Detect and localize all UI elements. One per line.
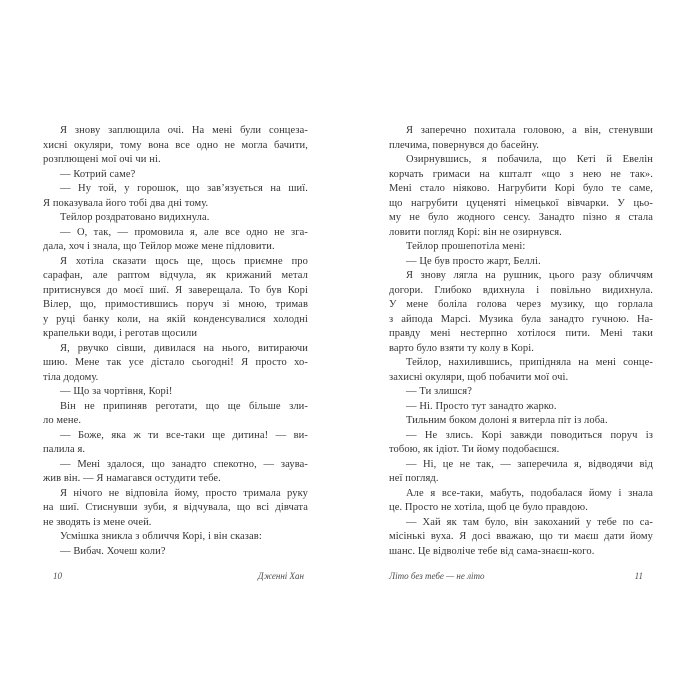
text-line: Я знову лягла на рушник, цього разу обличчям (406, 270, 653, 281)
page-right-text (389, 124, 653, 559)
page-right (389, 124, 653, 581)
text-line: — Хай як там було, він закоханий у тебе по са- (406, 516, 653, 528)
text-line: — Боже, яка ж ти все-таки ще дитина! — ви- (60, 429, 308, 441)
text-line: хисні окуляри, тому вона все одно не могла бачити, (43, 139, 308, 151)
text-line: Тейлор прошепотіла мені: (406, 241, 526, 252)
page-number-right: 11 (634, 571, 643, 581)
text-line: — Не злись. Корі завжди поводиться поруч із (406, 429, 653, 441)
text-line: дала, хоч і знала, що Тейлор може мене підловити. (43, 241, 275, 252)
text-line: догори. Глибоко вдихнула і повільно видихнула. (389, 284, 653, 296)
text-line: Я, рвучко сівши, дивилася на нього, витираючи (60, 342, 308, 354)
text-line: Я заперечно похитала головою, а він, стенувши (406, 125, 653, 136)
text-line: — Ні, це не так, — заперечила я, відводячи від (406, 458, 653, 470)
text-line: — Ні. Просто тут занадто жарко. (406, 400, 557, 412)
running-head-author: Дженні Хан (257, 571, 304, 581)
text-line: — Вибач. Хочеш коли? (60, 545, 166, 557)
text-line: у руці банку коли, на якій конденсувалися холодні (43, 313, 308, 325)
text-line: жив він. — Я намагався остудити тебе. (43, 473, 221, 484)
text-line: палила я. (43, 444, 86, 455)
text-line: крапельки води, і реготав щосили (43, 328, 198, 339)
page-left (43, 124, 308, 581)
text-line: Озирнувшись, я побачила, що Кеті й Евелін (406, 154, 653, 165)
text-line: Вілер, що, примостившись поруч зі мною, тримав (43, 299, 308, 310)
text-line: Я нічого не відповіла йому, просто тримала руку (60, 487, 308, 499)
text-line: тобою, як ідіот. Ти йому подобаєшся. (389, 444, 560, 455)
text-line: — Ну той, у горошок, що зав’язується на шиї. (60, 183, 308, 194)
text-line: ло мене. (43, 415, 82, 426)
text-line: — Що за чортівня, Корі! (60, 386, 173, 397)
text-line: Тейлор, нахилившись, припідняла на мені сонце- (406, 357, 653, 368)
text-line: захисні окуляри, щоб побачити мої очі. (389, 371, 569, 383)
text-line: ловити погляд Корі: він не озирнувся. (389, 226, 562, 238)
text-line: неї погляд. (389, 473, 439, 484)
text-line: на шиї. Стиснувши зуби, я відчувала, що всі дівчата (43, 502, 308, 513)
text-line: правду мені нестерпно хотілося пити. Мені таки (389, 328, 653, 339)
page-left-text (43, 124, 308, 559)
text-line: що нагрубити цуценяті німецької вівчарки. У цьо- (389, 197, 653, 209)
text-line: Я показувала його тобі два дні тому. (43, 197, 209, 209)
text-line: Усмішка зникла з обличчя Корі, і він сказав: (60, 531, 262, 542)
text-line: Я хотіла сказати щось ще, щось приємне про (60, 255, 308, 267)
text-line: Він не припиняв реготати, що ще більше зли- (60, 400, 308, 412)
page-left-footer (43, 571, 308, 581)
text-line: У мене боліла голова через музику, що горлала (389, 299, 653, 310)
page-right-footer (389, 571, 653, 581)
text-line: — Котрий саме? (60, 168, 136, 180)
text-line: — Ти злишся? (406, 386, 472, 397)
text-line: сарафан, але раптом відчула, як крижаний метал (43, 270, 308, 281)
text-line: Тильним боком долоні я витерла піт із лоба. (406, 415, 608, 426)
page-number-left: 10 (53, 571, 62, 581)
text-line: шию. Мене так усе дістало сьогодні! Я просто хо- (43, 357, 308, 368)
text-line: Я знову заплющила очі. На мені були сонцеза- (60, 125, 308, 136)
text-line: — О, так, — промовила я, але все одно не зга- (60, 226, 308, 238)
text-line: корчать гримаси на кшталт «що з нею не так». (389, 168, 653, 180)
text-line: варто було взяти ту колу в Корі. (389, 342, 534, 354)
text-line: Мені стало ніяково. Нагрубити Корі було те саме, (389, 183, 653, 194)
text-line: це. Просто не хотіла, щоб це було правдою. (389, 502, 588, 513)
text-line: шанс. Це відволіче тебе від сама-знаєш-кого. (389, 545, 595, 557)
text-line: плечима, повернувся до басейну. (389, 139, 540, 151)
text-line: не зводять із мене очей. (43, 516, 152, 528)
text-line: притиснувся до моєї шиї. Я заверещала. То був Корі (43, 284, 308, 296)
text-line: тіла додому. (43, 371, 99, 383)
text-line: — Мені здалося, що занадто спекотно, — заува- (60, 458, 308, 470)
text-line: Тейлор роздратовано видихнула. (60, 212, 210, 223)
text-line: — Це був просто жарт, Беллі. (406, 255, 541, 267)
running-head-title: Літо без тебе — не літо (389, 571, 485, 581)
text-line: му не було жодного сенсу. Занадто пізно я стала (389, 212, 653, 223)
text-line: з айпода Марсі. Музика була занадто гучною. На- (389, 313, 653, 325)
text-line: Але я все-таки, мабуть, подобалася йому і знала (406, 487, 653, 499)
text-line: розплющені мої очі чи ні. (43, 154, 161, 165)
text-line: місінькі вуха. Я досі вважаю, що ти маєш дати йому (389, 531, 653, 542)
